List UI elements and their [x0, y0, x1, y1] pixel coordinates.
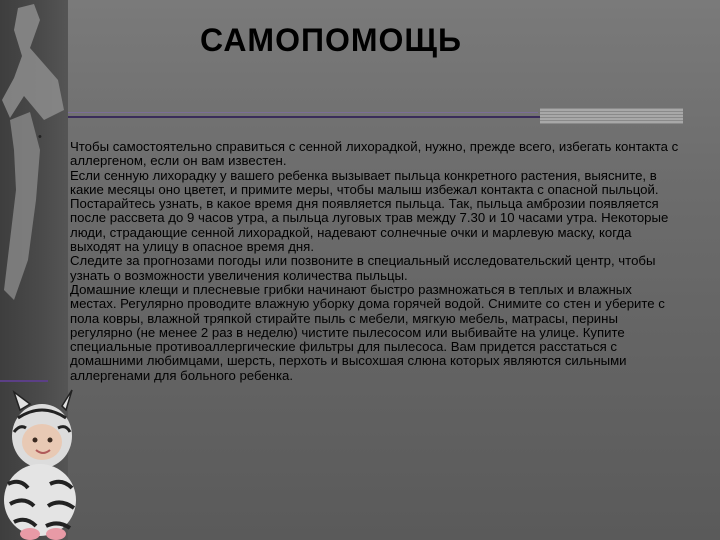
decorative-bone-shape — [0, 0, 70, 330]
body-text-block — [70, 140, 680, 383]
paragraph-intro: Чтобы самостоятельно справиться с сенной лихорадкой, нужно, прежде всего, избегать контакта с аллергеном, если он вам известен. — [70, 139, 679, 169]
bullet-marker: • — [38, 131, 42, 143]
paragraph-mites: Домашние клещи и плесневые грибки начинают быстро размножаться в теплых и влажных местах. Регулярно проводите влажную уборку дома горячей водой. Снимите со стен и уберите с пола ковры, влажной тряпкой стирайте пыль с мебели, мягкую мебель, матрасы, перины регулярно (не менее 2 раз в неделю) чистите пылесосом или выбивайте на улице. Купите специальные противоаллергические фильтры для пылесоса. Вам придется расстаться с домашними любимцами, шерсть, перхоть и высохшая слюна которых являются сильными аллергенами для больного ребенка. — [70, 281, 665, 383]
striped-corner-block — [540, 108, 683, 124]
title-underline-thin — [68, 112, 538, 113]
slide-title: САМОПОМОЩЬ — [200, 22, 463, 58]
baby-in-zebra-costume-image — [0, 388, 90, 540]
paragraph-pollen: Если сенную лихорадку у вашего ребенка вызывает пыльца конкретного растения, выясните, в какие месяцы оно цветет, и примите меры, чтобы малыш избежал контакта с опасной пыльцой. Постарайтесь узнать, в какое время дня появляется пыльца. Так, пыльца амброзии появляется после рассвета до 9 часов утра, а пыльца луговых трав между 7.30 и 10 часами утра. Некоторые люди, страдающие сенной лихорадкой, надевают солнечные очки и марлевую маску, когда выходят на улицу в опасное время дня. — [70, 167, 669, 255]
left-accent-rule — [0, 380, 48, 382]
paragraph-forecast: Следите за прогнозами погоды или позвоните в специальный исследовательский центр, чтобы узнать о возможности увеличения количества пыльцы. — [70, 253, 656, 283]
